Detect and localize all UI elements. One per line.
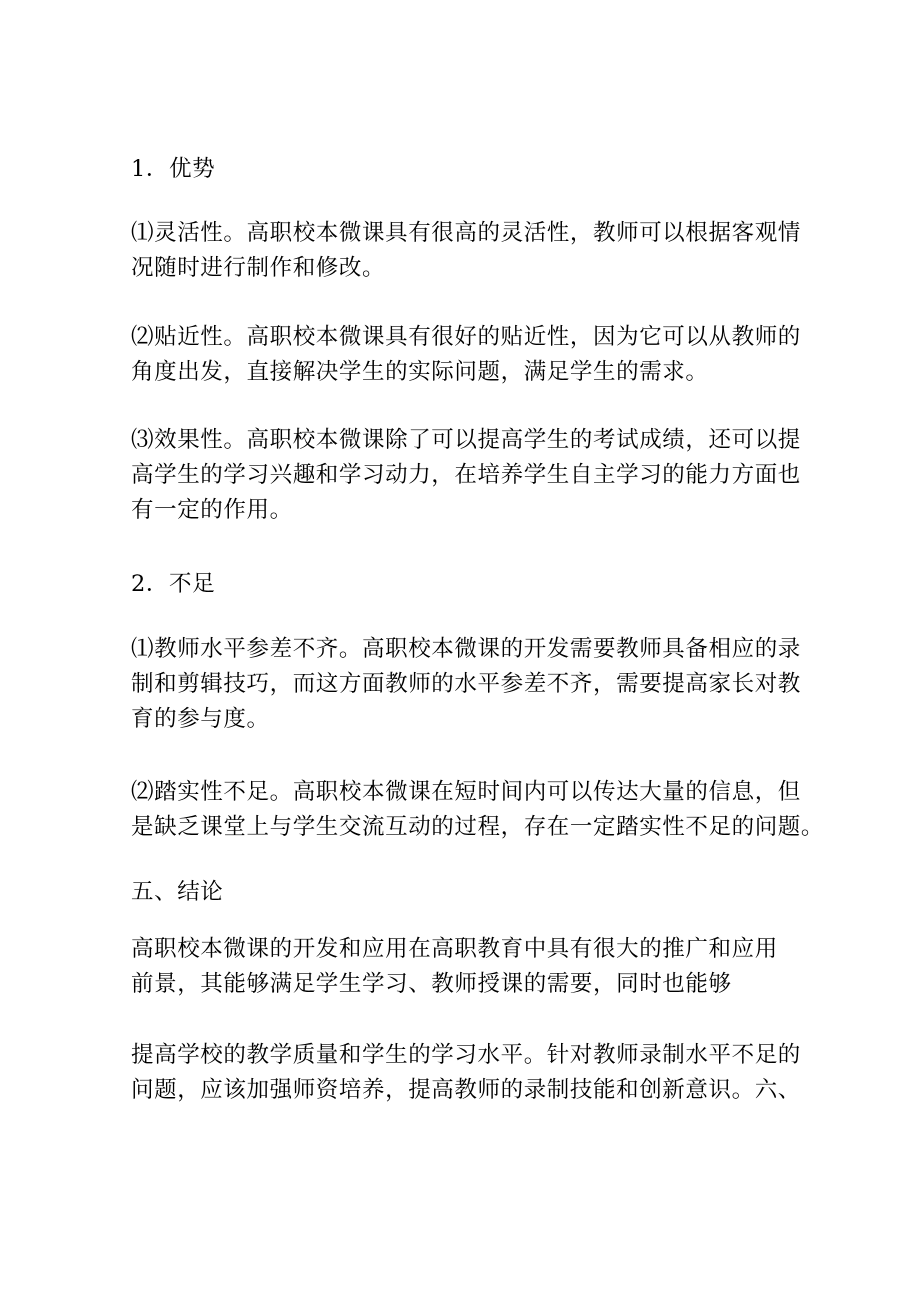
heading-advantages <box>131 152 803 187</box>
paragraph-line: 提高学校的教学质量和学生的学习水平。针对教师录制水平不足的 <box>131 1042 801 1068</box>
paragraph-line: 问题，应该加强师资培养，提高教师的录制技能和创新意识。六、 <box>131 1077 801 1103</box>
paragraph-line: ⑵贴近性。高职校本微课具有很好的贴近性，因为它可以从教师的 <box>131 324 801 350</box>
paragraph-line: 高学生的学习兴趣和学习动力，在培养学生自主学习的能力方面也 <box>131 462 801 488</box>
paragraph-teacher-level <box>131 632 803 737</box>
paragraph-line: 角度出发，直接解决学生的实际问题，满足学生的需求。 <box>131 359 709 385</box>
paragraph-line: 制和剪辑技巧，而这方面教师的水平参差不齐，需要提高家长对教 <box>131 671 801 697</box>
paragraph-conclusion-2 <box>131 1038 803 1108</box>
paragraph-line: 是缺乏课堂上与学生交流互动的过程，存在一定踏实性不足的问题。 <box>131 814 825 840</box>
heading-shortcomings <box>131 567 803 602</box>
paragraph-practicality <box>131 775 825 845</box>
heading-conclusion <box>131 875 803 910</box>
heading-advantages-text: 1．优势 <box>131 156 216 182</box>
paragraph-line: 况随时进行制作和修改。 <box>131 255 386 281</box>
paragraph-line: 育的参与度。 <box>131 706 270 732</box>
paragraph-effectiveness <box>131 423 803 528</box>
heading-shortcomings-text: 2．不足 <box>131 571 216 597</box>
paragraph-line: ⑶效果性。高职校本微课除了可以提高学生的考试成绩，还可以提 <box>131 427 801 453</box>
paragraph-flexibility <box>131 216 803 286</box>
paragraph-line: ⑵踏实性不足。高职校本微课在短时间内可以传达大量的信息，但 <box>131 779 801 805</box>
heading-conclusion-text: 五、结论 <box>131 879 224 905</box>
paragraph-line: ⑴教师水平参差不齐。高职校本微课的开发需要教师具备相应的录 <box>131 636 801 662</box>
paragraph-line: 有一定的作用。 <box>131 497 293 523</box>
paragraph-line: ⑴灵活性。高职校本微课具有很高的灵活性，教师可以根据客观情 <box>131 220 801 246</box>
paragraph-line: 前景，其能够满足学生学习、教师授课的需要，同时也能够 <box>131 971 732 997</box>
paragraph-closeness <box>131 320 803 390</box>
paragraph-conclusion-1 <box>131 932 803 1002</box>
paragraph-line: 高职校本微课的开发和应用在高职教育中具有很大的推广和应用 <box>131 936 778 962</box>
